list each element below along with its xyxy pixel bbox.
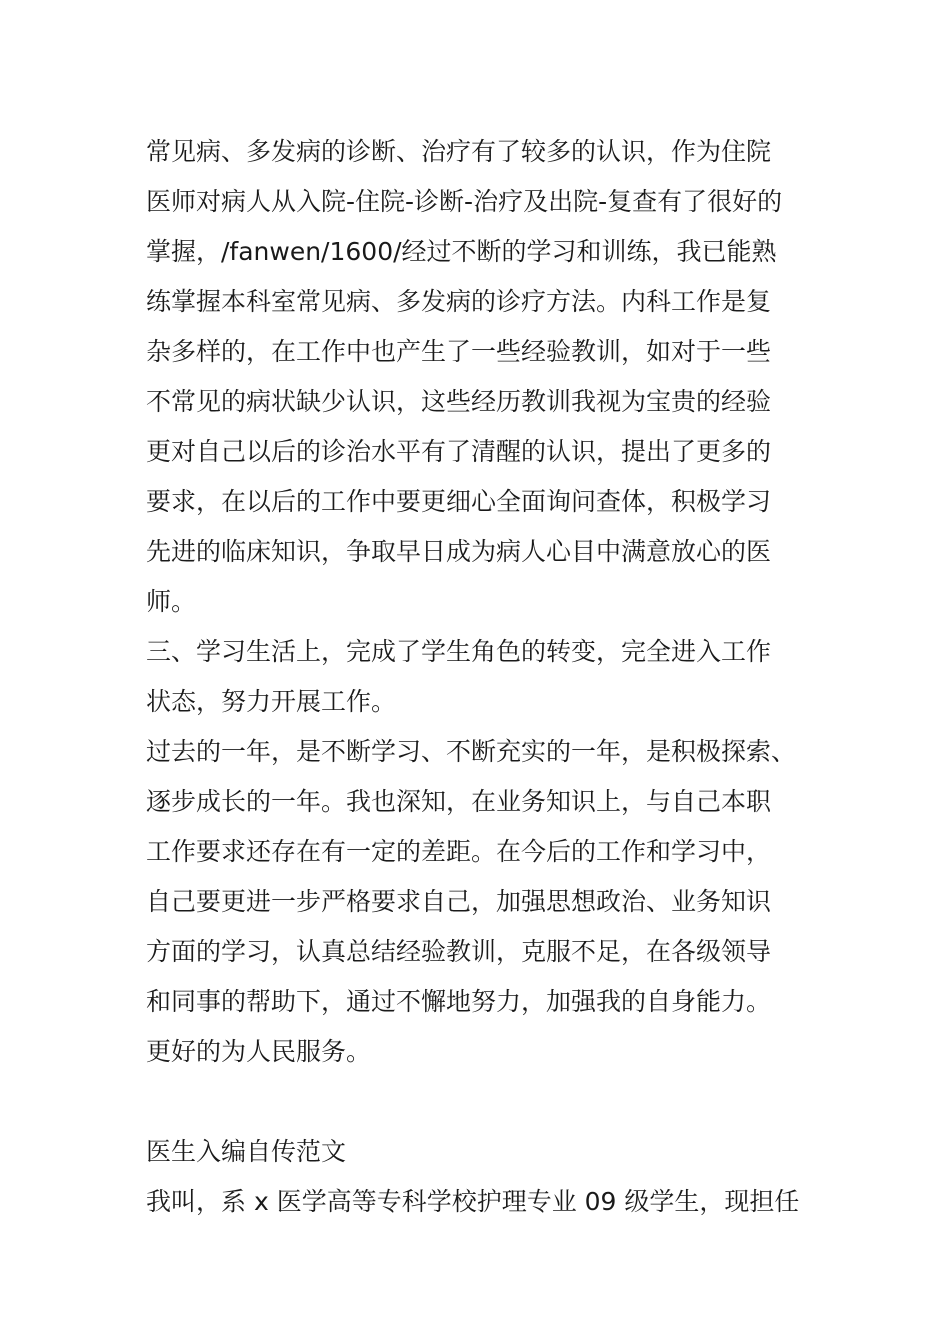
text-line: 要求，在以后的工作中要更细心全面询问查体，积极学习 <box>146 487 772 516</box>
text-line: 常见病、多发病的诊断、治疗有了较多的认识，作为住院 <box>146 137 772 166</box>
text-line: 更好的为人民服务。 <box>146 1037 372 1066</box>
text-line: 我叫，系 x 医学高等专科学校护理专业 09 级学生，现担任 <box>146 1187 800 1216</box>
text-line: 医师对病人从入院-住院-诊断-治疗及出院-复查有了很好的 <box>146 187 783 216</box>
text-line: 和同事的帮助下，通过不懈地努力，加强我的自身能力。 <box>146 987 772 1016</box>
text-line: 掌握，/fanwen/1600/经过不断的学习和训练，我已能熟 <box>146 237 777 266</box>
text-line: 方面的学习，认真总结经验教训，克服不足，在各级领导 <box>146 937 772 966</box>
text-line: 杂多样的，在工作中也产生了一些经验教训，如对于一些 <box>146 337 772 366</box>
document-title: 医生入编自传范文 <box>146 1137 347 1166</box>
text-line: 工作要求还存在有一定的差距。在今后的工作和学习中， <box>146 837 772 866</box>
text-line: 逐步成长的一年。我也深知，在业务知识上，与自己本职 <box>146 787 772 816</box>
text-line: 先进的临床知识，争取早日成为病人心目中满意放心的医 <box>146 537 772 566</box>
text-line: 自己要更进一步严格要求自己，加强思想政治、业务知识 <box>146 887 772 916</box>
text-line: 状态，努力开展工作。 <box>146 687 397 716</box>
text-line: 过去的一年，是不断学习、不断充实的一年，是积极探索、 <box>146 737 797 766</box>
text-line: 师。 <box>146 587 197 616</box>
text-line: 更对自己以后的诊治水平有了清醒的认识，提出了更多的 <box>146 437 772 466</box>
text-line: 练掌握本科室常见病、多发病的诊疗方法。内科工作是复 <box>146 287 772 316</box>
text-line: 不常见的病状缺少认识，这些经历教训我视为宝贵的经验 <box>146 387 772 416</box>
section-heading-line: 三、学习生活上，完成了学生角色的转变，完全进入工作 <box>146 637 772 666</box>
